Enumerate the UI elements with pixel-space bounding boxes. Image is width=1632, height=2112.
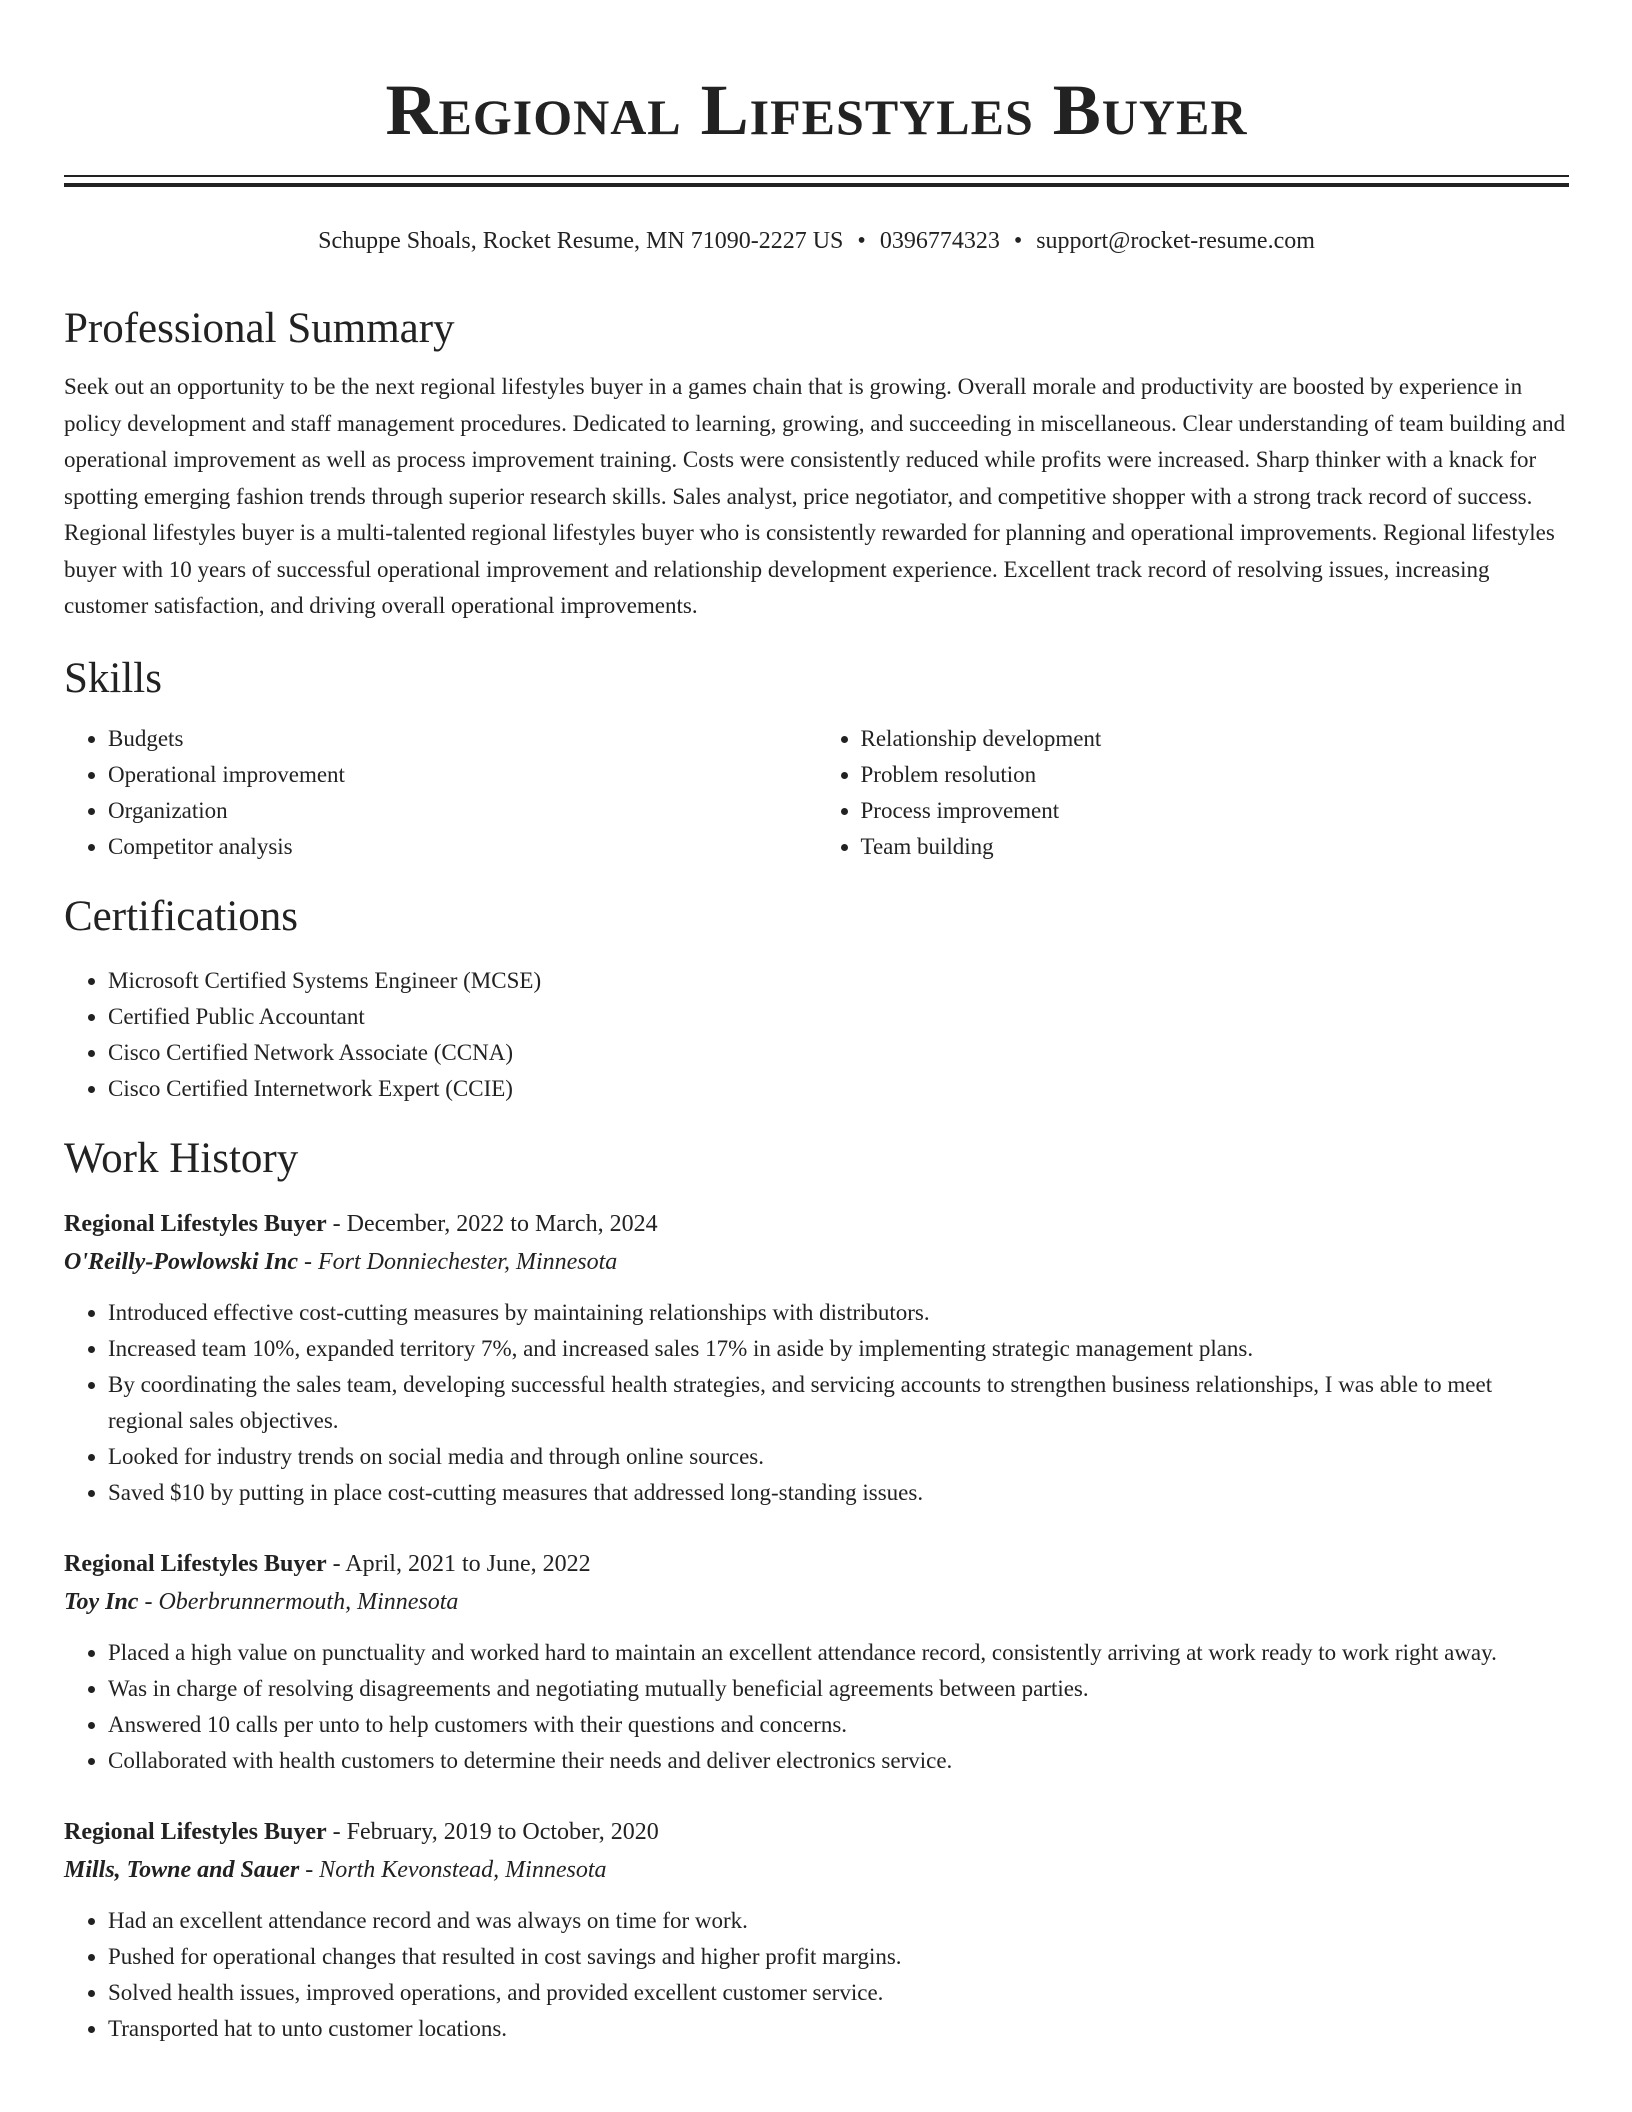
- skill-item: • Operational improvement: [108, 757, 817, 793]
- skill-item: • Organization: [108, 793, 817, 829]
- skills-heading: Skills: [64, 654, 162, 702]
- certification-item: • Certified Public Accountant: [108, 999, 1569, 1035]
- skill-item: • Team building: [861, 829, 1570, 865]
- certification-item: • Cisco Certified Internetwork Expert (CCIE): [108, 1071, 1569, 1107]
- job-company: O'Reilly-Powlowski Inc: [64, 1248, 298, 1275]
- job-dates: - December, 2022 to March, 2024: [326, 1210, 658, 1237]
- skill-item: • Competitor analysis: [108, 829, 817, 865]
- job-bullet: • Was in charge of resolving disagreements and negotiating mutually beneficial agreements between parties.: [108, 1671, 1569, 1707]
- contact-line: [64, 225, 1569, 257]
- skills-column-right: [817, 721, 1570, 865]
- contact-separator: •: [1013, 228, 1023, 254]
- job-bullet: • Pushed for operational changes that resulted in cost savings and higher profit margins.: [108, 1939, 1569, 1975]
- skills-column-left: [64, 721, 817, 865]
- job-company: Mills, Towne and Sauer: [64, 1856, 300, 1883]
- job-role: Regional Lifestyles Buyer: [64, 1818, 327, 1845]
- job-company-line: [64, 1243, 1569, 1281]
- work-history-heading: Work History: [64, 1134, 299, 1182]
- job-bullets: [64, 1903, 1569, 2047]
- summary-heading: Professional Summary: [64, 305, 455, 352]
- summary-text: Seek out an opportunity to be the next regional lifestyles buyer in a games chain that is growing. Overall morale and productivity are boosted by experience in policy development and staff management procedures. Dedicated to learning, growing, and succeeding in miscellaneous. Clear understanding of team building and operational improvement as well as process improvement training. Costs were consistently reduced while profits were increased. Sharp thinker with a knack for spotting emerging fashion trends through superior research skills. Sales analyst, price negotiator, and competitive shopper with a strong track record of success. Regional lifestyles buyer is a multi-talented regional lifestyles buyer who is consistently rewarded for planning and operational improvements. Regional lifestyles buyer with 10 years of successful operational improvement and relationship development experience. Excellent track record of resolving issues, increasing customer satisfaction, and driving overall operational improvements.: [64, 374, 1566, 618]
- job-bullet: • By coordinating the sales team, developing successful health strategies, and servicing accounts to strengthen business relationships, I was able to meet regional sales objectives.: [108, 1367, 1569, 1439]
- job-location: - Oberbrunnermouth, Minnesota: [138, 1588, 459, 1615]
- job-title-line: [64, 1545, 1569, 1583]
- job-bullets: [64, 1635, 1569, 1779]
- job-bullet: • Solved health issues, improved operations, and provided excellent customer service.: [108, 1975, 1569, 2011]
- job-entry: [64, 1813, 1569, 2047]
- job-title-line: [64, 1813, 1569, 1851]
- skill-item: • Process improvement: [861, 793, 1570, 829]
- job-company-line: [64, 1583, 1569, 1621]
- job-entry: [64, 1545, 1569, 1779]
- skill-item: • Problem resolution: [861, 757, 1570, 793]
- certification-item: • Microsoft Certified Systems Engineer (MCSE): [108, 963, 1569, 999]
- job-location: - Fort Donniechester, Minnesota: [298, 1248, 618, 1275]
- certification-item: • Cisco Certified Network Associate (CCNA): [108, 1035, 1569, 1071]
- job-company-line: [64, 1851, 1569, 1889]
- contact-separator: •: [857, 228, 866, 254]
- skills-list: [64, 721, 1569, 865]
- job-company: Toy Inc: [64, 1588, 139, 1615]
- job-bullet: • Looked for industry trends on social media and through online sources.: [108, 1439, 1569, 1475]
- contact-phone: 0396774323: [879, 228, 1000, 254]
- header-divider-thick: [64, 183, 1569, 187]
- job-bullet: • Introduced effective cost-cutting measures by maintaining relationships with distributors.: [108, 1295, 1569, 1331]
- job-bullet: • Answered 10 calls per unto to help customers with their questions and concerns.: [108, 1707, 1569, 1743]
- job-dates: - April, 2021 to June, 2022: [326, 1550, 591, 1577]
- job-bullet: • Placed a high value on punctuality and worked hard to maintain an excellent attendance record, consistently arriving at work ready to work right away.: [108, 1635, 1569, 1671]
- skill-item: • Budgets: [108, 721, 817, 757]
- contact-email: support@rocket-resume.com: [1036, 228, 1315, 254]
- job-bullet: • Had an excellent attendance record and was always on time for work.: [108, 1903, 1569, 1939]
- job-location: - North Kevonstead, Minnesota: [299, 1856, 607, 1883]
- job-entry: [64, 1205, 1569, 1511]
- job-role: Regional Lifestyles Buyer: [64, 1210, 327, 1237]
- certifications-list: [64, 963, 1569, 1107]
- certifications-heading: Certifications: [64, 892, 299, 940]
- resume-name: Regional Lifestyles Buyer: [385, 70, 1248, 150]
- contact-address: Schuppe Shoals, Rocket Resume, MN 71090-2227 US: [318, 228, 844, 254]
- job-dates: - February, 2019 to October, 2020: [326, 1818, 659, 1845]
- job-bullet: • Saved $10 by putting in place cost-cutting measures that addressed long-standing issues.: [108, 1475, 1569, 1511]
- skill-item: • Relationship development: [861, 721, 1570, 757]
- job-bullets: [64, 1295, 1569, 1511]
- job-role: Regional Lifestyles Buyer: [64, 1550, 327, 1577]
- job-bullet: • Transported hat to unto customer locations.: [108, 2011, 1569, 2047]
- job-bullet: • Collaborated with health customers to determine their needs and deliver electronics service.: [108, 1743, 1569, 1779]
- job-title-line: [64, 1205, 1569, 1243]
- job-bullet: • Increased team 10%, expanded territory 7%, and increased sales 17% in aside by implementing strategic management plans.: [108, 1331, 1569, 1367]
